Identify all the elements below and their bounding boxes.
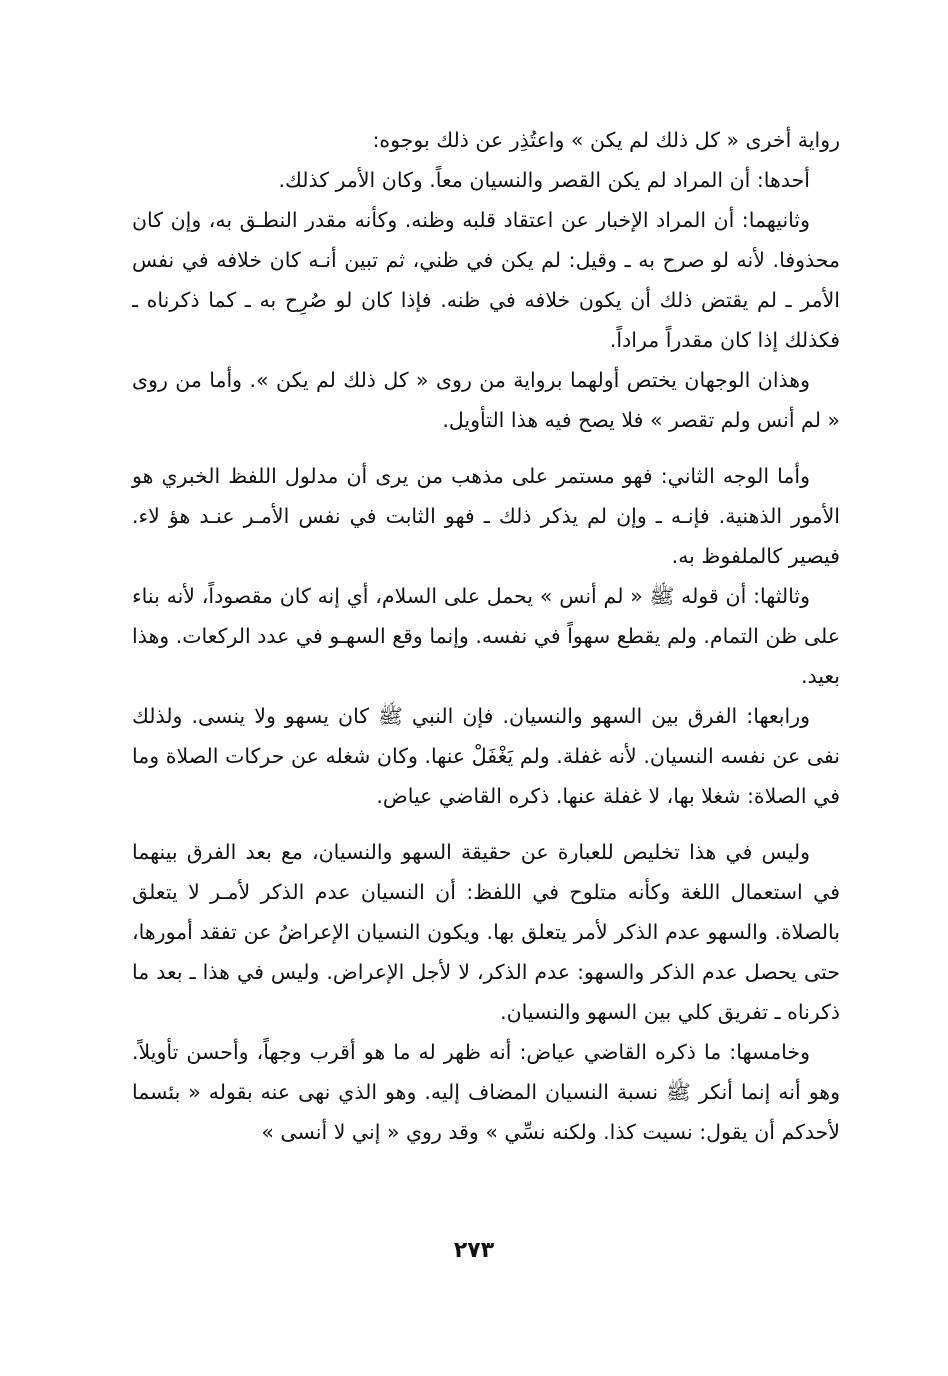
paragraph-fifth-reason: وخامسها: ما ذكره القاضي عياض: أنه ظهر له ما هو أقرب وجهاً، وأحسن تأويلاً. وهو أنه إنما أنكر ﷺ نسبة النسيان المضاف إليه. وهو الذي نهى عنه بقوله « بئسما لأحدكم أن يقول: نسيت كذا. ولكنه نسِّي » وقد روي « إني لا أنسى » xyxy=(132,1040,840,1144)
paragraph-critique: وليس في هذا تخليص للعبارة عن حقيقة السهو والنسيان، مع بعد الفرق بينهما في استعمال اللغة وكأنه متلوح في اللفظ: أن النسيان عدم الذكر لأمـر لا يتعلق بالصلاة. والسهو عدم الذكر لأمر يتعلق بها. ويكون النسيان الإعراضُ عن تفقد أمورها، حتى يحصل عدم الذكر والسهو: عدم الذكر، لا لأجل الإعراض. وليس في هذا ـ بعد ما ذكرناه ـ تفريق كلي بين السهو والنسيان. xyxy=(132,840,840,1024)
page-number: ٢٧٣ xyxy=(453,1238,495,1263)
paragraph-third-reason: وثالثها: أن قوله ﷺ « لم أنس » يحمل على السلام، أي إنه كان مقصوداً، لأنه بناء على ظن التمام. ولم يقطع سهواً في نفسه. وإنما وقع السهـو في عدد الركعات. وهذا بعيد. xyxy=(132,584,840,688)
book-page-body xyxy=(132,120,840,1152)
paragraph-first-reason: أحدها: أن المراد لم يكن القصر والنسيان معاً. وكان الأمر كذلك. xyxy=(278,168,810,192)
paragraph-intro: رواية أخرى « كل ذلك لم يكن » واعتُذِر عن ذلك بوجوه: xyxy=(372,128,840,152)
paragraph-second-aspect: وأما الوجه الثاني: فهو مستمر على مذهب من يرى أن مدلول اللفظ الخبري هو الأمور الذهنية. فإنـه ـ وإن لم يذكر ذلك ـ فهو الثابت في نفس الأمـر عنـد هؤ لاء. فيصير كالملفوظ به. xyxy=(132,464,840,568)
paragraph-second-reason: وثانيهما: أن المراد الإخبار عن اعتقاد قلبه وظنه. وكأنه مقدر النطـق به، وإن كان محذوفا. لأنه لو صرح به ـ وقيل: لم يكن في ظني، ثم تبين أنـه كان خلافه في نفس الأمر ـ لم يقتض ذلك أن يكون خلافه في ظنه. فإذا كان لو صُرِح به ـ كما ذكرناه ـ فكذلك إذا كان مقدراً مراداً. xyxy=(132,208,840,352)
paragraph-two-aspects: وهذان الوجهان يختص أولهما برواية من روى « كل ذلك لم يكن ». وأما من روى « لم أنس ولم تقصر » فلا يصح فيه هذا التأويل. xyxy=(132,368,840,432)
paragraph-gap xyxy=(132,440,840,456)
paragraph-gap xyxy=(132,816,840,832)
paragraph-fourth-reason: ورابعها: الفرق بين السهو والنسيان. فإن النبي ﷺ كان يسهو ولا ينسى. ولذلك نفى عن نفسه النسيان. لأنه غفلة. ولم يَغْفَلْ عنها. وكان شغله عن حركات الصلاة وما في الصلاة: شغلا بها، لا غفلة عنها. ذكره القاضي عياض. xyxy=(132,704,840,808)
